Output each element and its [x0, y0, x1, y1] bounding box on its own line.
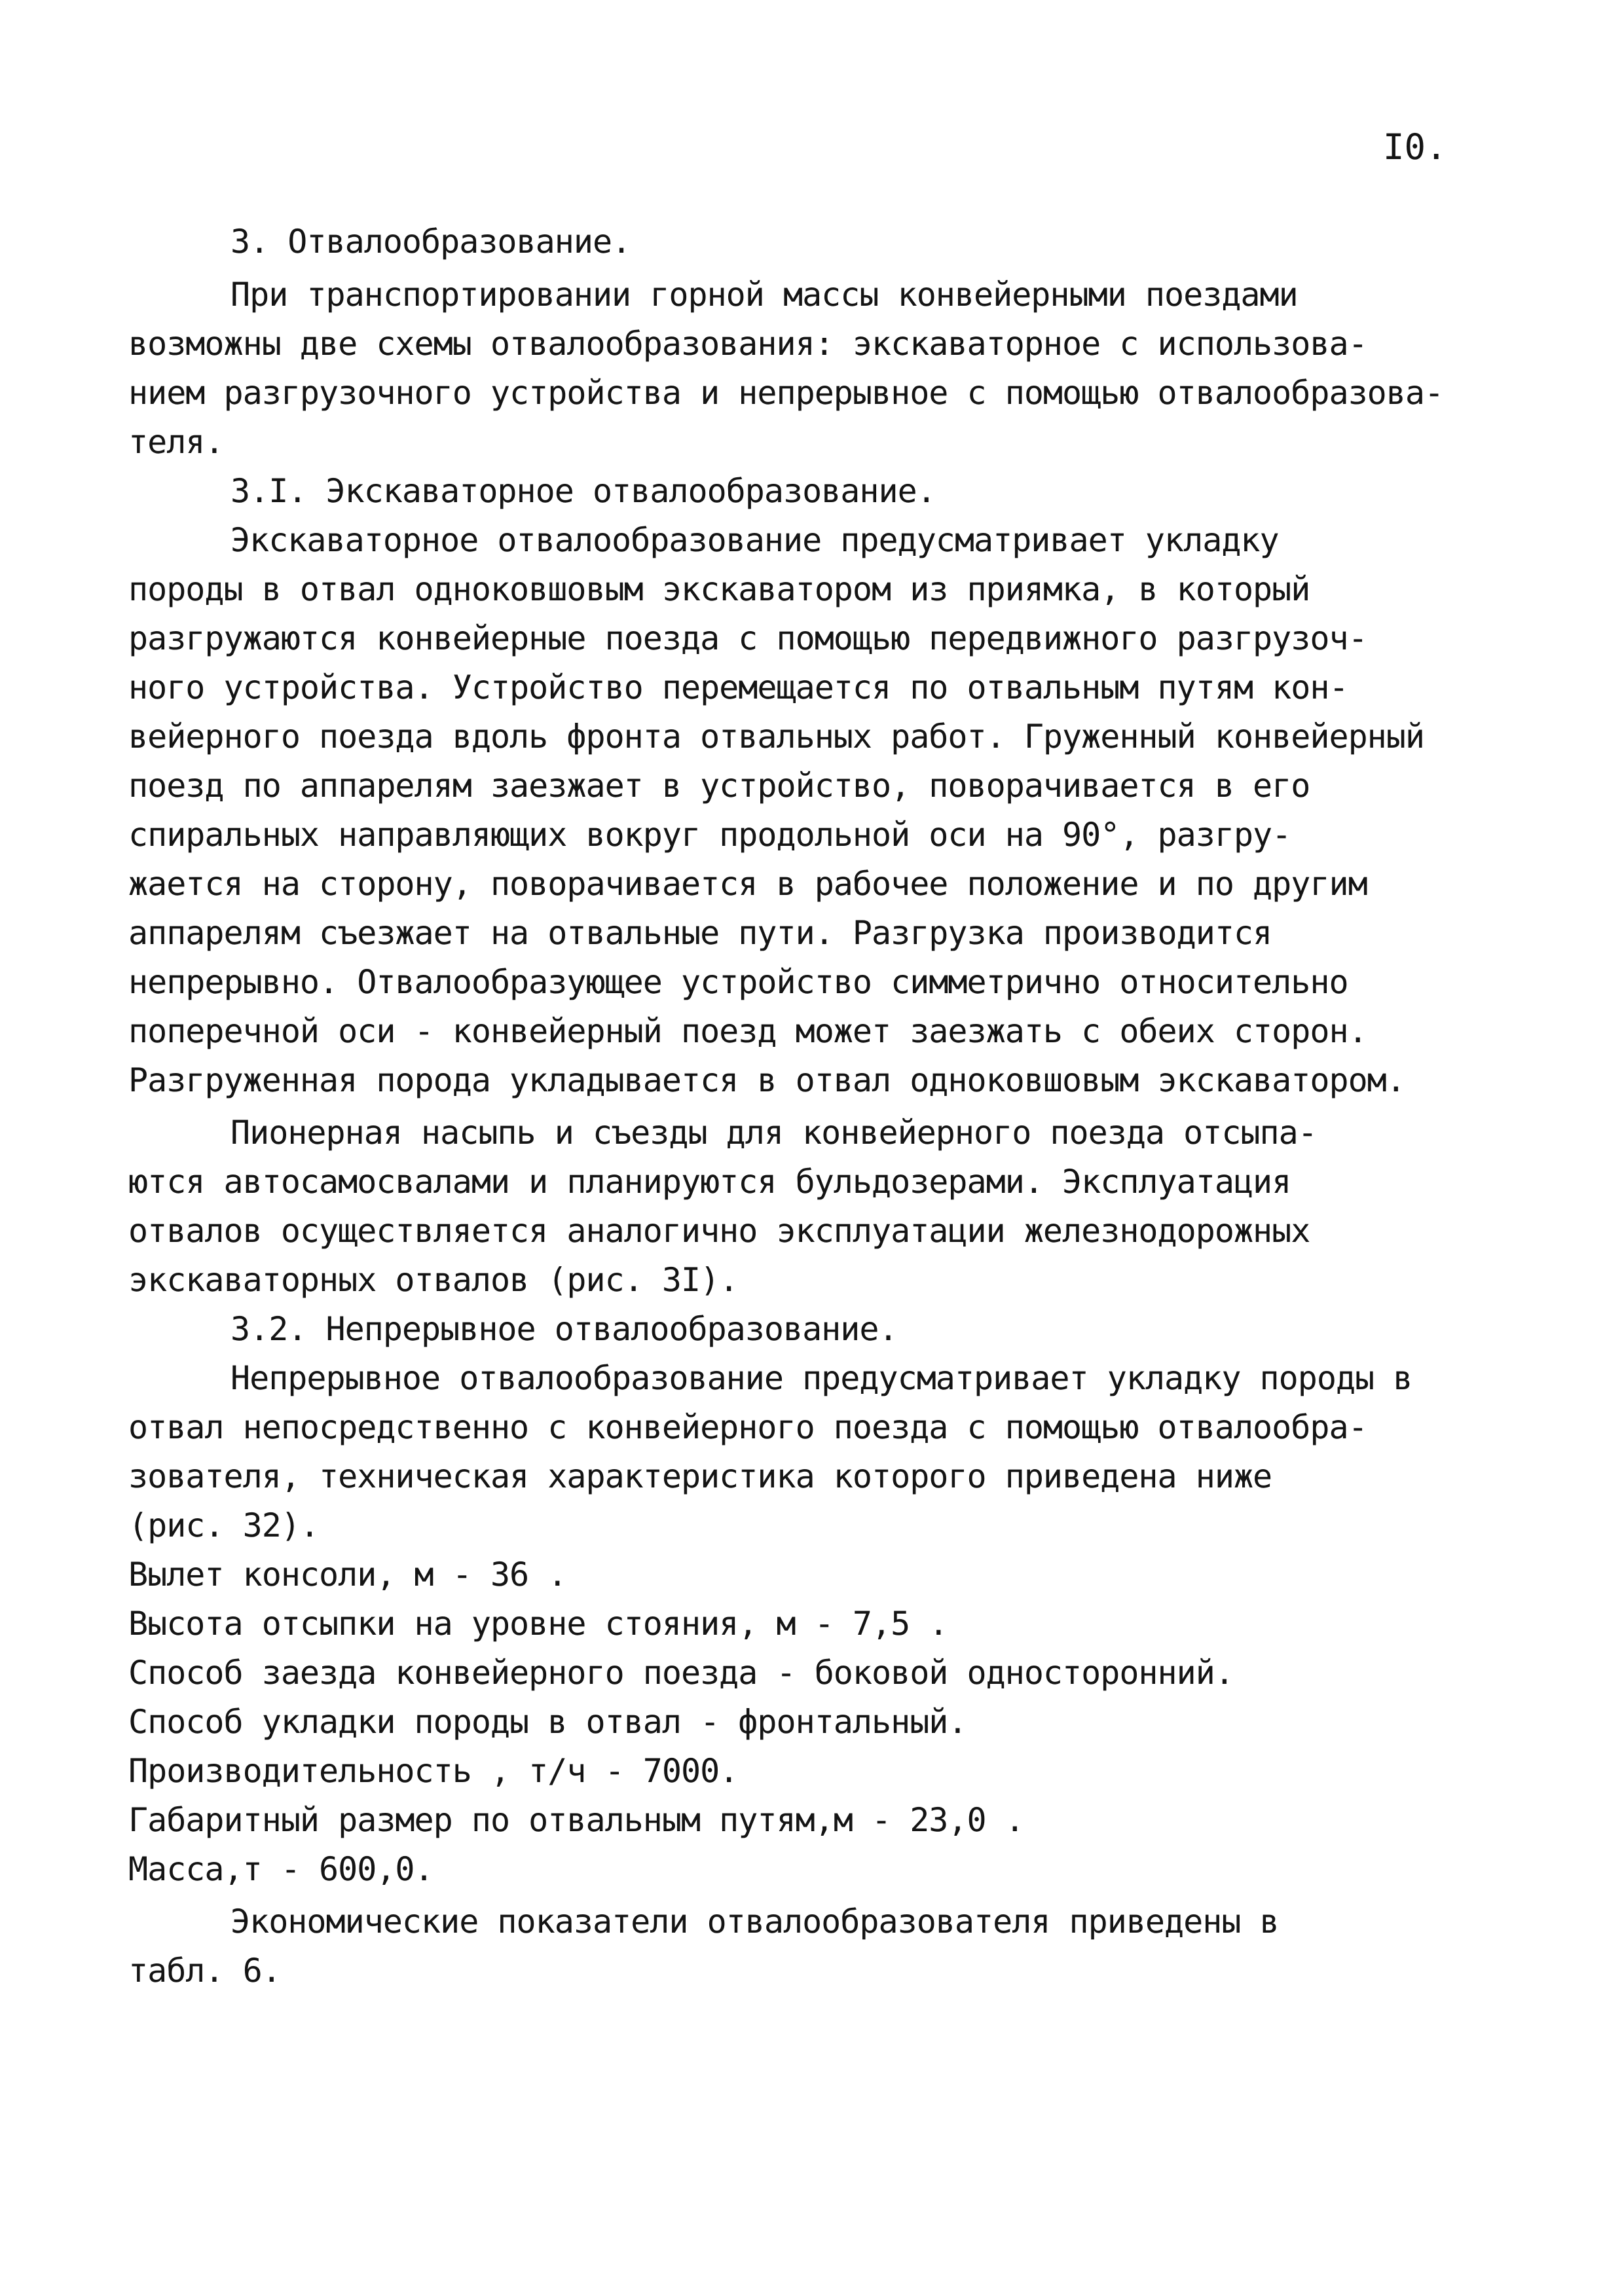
paragraph-line: теля.: [128, 423, 224, 461]
paragraph-line: табл. 6.: [128, 1952, 281, 1990]
paragraph-line: (рис. 32).: [128, 1506, 320, 1544]
paragraph-line: отвалов осуществляется аналогично эксплуатации железнодорожных: [128, 1212, 1310, 1250]
paragraph-line: ются автосамосвалами и планируются бульдозерами. Эксплуатация: [128, 1163, 1291, 1201]
paragraph-line: поперечной оси - конвейерный поезд может заезжать с обеих сторон.: [128, 1012, 1367, 1050]
paragraph-line: При транспортировании горной массы конвейерными поездами: [231, 276, 1298, 314]
spec-line: Способ укладки породы в отвал - фронтальный.: [128, 1703, 967, 1741]
spec-line: Производительность , т/ч - 7000.: [128, 1752, 739, 1790]
paragraph-line: породы в отвал одноковшовым экскаватором из приямка, в который: [128, 570, 1310, 608]
paragraph-line: Экономические показатели отвалообразователя приведены в: [231, 1903, 1279, 1941]
spec-line: Вылет консоли, м - 36 .: [128, 1556, 567, 1594]
section-heading: 3. Отвалообразование.: [231, 223, 631, 261]
section-heading: 3.I. Экскаваторное отвалообразование.: [231, 472, 936, 510]
paragraph-line: поезд по аппарелям заезжает в устройство, поворачивается в его: [128, 767, 1310, 805]
paragraph-line: Пионерная насыпь и съезды для конвейерного поезда отсыпа-: [231, 1114, 1317, 1152]
paragraph-line: отвал непосредственно с конвейерного поезда с помощью отвалообра-: [128, 1408, 1367, 1446]
paragraph-line: нием разгрузочного устройства и непрерывное с помощью отвалообразова-: [128, 374, 1444, 412]
paragraph-line: экскаваторных отвалов (рис. 3I).: [128, 1261, 739, 1299]
paragraph-line: аппарелям съезжает на отвальные пути. Разгрузка производится: [128, 914, 1272, 952]
spec-line: Масса,т - 600,0.: [128, 1850, 434, 1888]
paragraph-line: спиральных направляющих вокруг продольной оси на 90°, разгру-: [128, 816, 1291, 854]
paragraph-line: Разгруженная порода укладывается в отвал одноковшовым экскаватором.: [128, 1061, 1405, 1099]
paragraph-line: ного устройства. Устройство перемещается по отвальным путям кон-: [128, 668, 1348, 706]
page-number: I0.: [1383, 126, 1447, 168]
paragraph-line: зователя, техническая характеристика которого приведена ниже: [128, 1457, 1272, 1495]
spec-line: Габаритный размер по отвальным путям,м - 23,0 .: [128, 1801, 1024, 1839]
spec-line: Высота отсыпки на уровне стояния, м - 7,5 .: [128, 1605, 948, 1643]
paragraph-line: Экскаваторное отвалообразование предусматривает укладку: [231, 521, 1279, 559]
paragraph-line: жается на сторону, поворачивается в рабочее положение и по другим: [128, 865, 1367, 903]
section-heading: 3.2. Непрерывное отвалообразование.: [231, 1310, 898, 1348]
paragraph-line: Непрерывное отвалообразование предусматривает укладку породы в: [231, 1359, 1412, 1397]
spec-line: Способ заезда конвейерного поезда - боковой односторонний.: [128, 1654, 1234, 1692]
paragraph-line: возможны две схемы отвалообразования: экскаваторное с использова-: [128, 325, 1367, 363]
paragraph-line: непрерывно. Отвалообразующее устройство симметрично относительно: [128, 963, 1348, 1001]
paragraph-line: вейерного поезда вдоль фронта отвальных работ. Груженный конвейерный: [128, 718, 1424, 756]
paragraph-line: разгружаются конвейерные поезда с помощью передвижного разгрузоч-: [128, 619, 1367, 657]
